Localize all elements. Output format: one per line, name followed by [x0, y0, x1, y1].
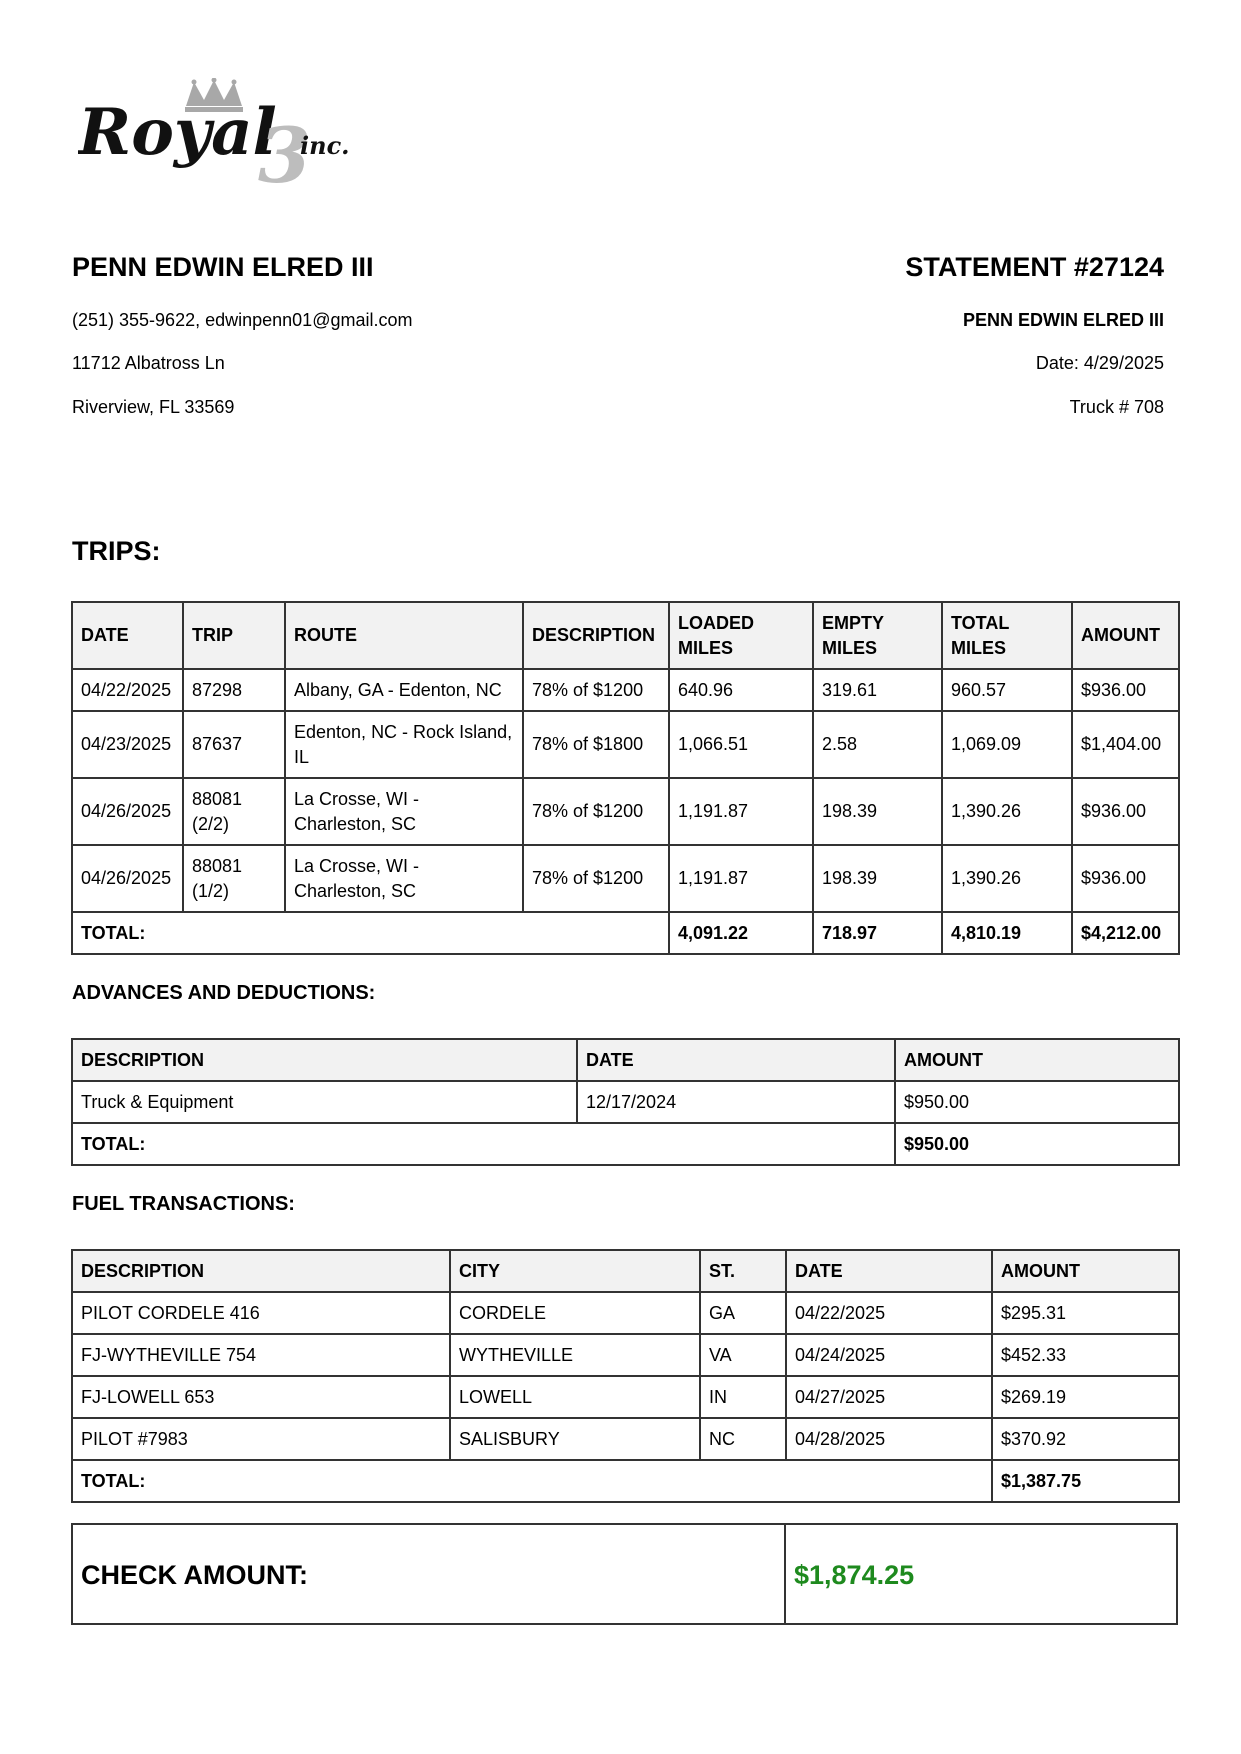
check-amount-box [71, 1523, 1178, 1625]
table-row [72, 1081, 1179, 1123]
cell: $452.33 [992, 1334, 1179, 1376]
cell: 1,069.09 [942, 711, 1072, 778]
column-header: DATE [72, 602, 183, 669]
cell: 198.39 [813, 845, 942, 912]
cell: 960.57 [942, 669, 1072, 711]
cell: 1,066.51 [669, 711, 813, 778]
cell: 04/26/2025 [72, 845, 183, 912]
total-row [72, 912, 1179, 954]
check-amount-value: $1,874.25 [794, 1560, 915, 1590]
table-row [72, 711, 1179, 778]
cell: $950.00 [895, 1081, 1179, 1123]
cell: Truck & Equipment [72, 1081, 577, 1123]
column-header: TOTAL MILES [942, 602, 1072, 669]
column-header: EMPTY MILES [813, 602, 942, 669]
statement-number: STATEMENT #27124 [905, 252, 1164, 282]
column-header: ROUTE [285, 602, 523, 669]
total-label: TOTAL: [72, 1460, 992, 1502]
cell: CORDELE [450, 1292, 700, 1334]
deductions-table [71, 1038, 1180, 1166]
total-label: TOTAL: [72, 912, 669, 954]
cell: LOWELL [450, 1376, 700, 1418]
cell: 04/28/2025 [786, 1418, 992, 1460]
cell: $936.00 [1072, 845, 1179, 912]
column-header: DESCRIPTION [72, 1039, 577, 1081]
table-row [72, 1334, 1179, 1376]
cell: 88081 (1/2) [183, 845, 285, 912]
table-row [72, 1376, 1179, 1418]
table-header-row [72, 1250, 1179, 1292]
truck-number: Truck # 708 [1069, 397, 1164, 417]
cell: La Crosse, WI - Charleston, SC [285, 778, 523, 845]
cell: GA [700, 1292, 786, 1334]
cell: 12/17/2024 [577, 1081, 895, 1123]
column-header: DATE [577, 1039, 895, 1081]
cell: $936.00 [1072, 669, 1179, 711]
total-label: TOTAL: [72, 1123, 895, 1165]
cell: 78% of $1200 [523, 669, 669, 711]
column-header: TRIP [183, 602, 285, 669]
table-row [72, 1292, 1179, 1334]
cell: 78% of $1200 [523, 778, 669, 845]
cell: Albany, GA - Edenton, NC [285, 669, 523, 711]
cell: 04/26/2025 [72, 778, 183, 845]
total-amount: $1,387.75 [992, 1460, 1179, 1502]
column-header: CITY [450, 1250, 700, 1292]
trips-title: TRIPS: [72, 536, 161, 566]
cell: 04/24/2025 [786, 1334, 992, 1376]
cell: 640.96 [669, 669, 813, 711]
table-row [72, 1418, 1179, 1460]
check-amount-label: CHECK AMOUNT: [81, 1560, 308, 1590]
cell: 1,390.26 [942, 845, 1072, 912]
total-amount: $950.00 [895, 1123, 1179, 1165]
cell: 1,390.26 [942, 778, 1072, 845]
cell: SALISBURY [450, 1418, 700, 1460]
cell: 1,191.87 [669, 845, 813, 912]
cell: NC [700, 1418, 786, 1460]
cell: PILOT CORDELE 416 [72, 1292, 450, 1334]
table-row [72, 845, 1179, 912]
cell: 78% of $1800 [523, 711, 669, 778]
column-header: DESCRIPTION [72, 1250, 450, 1292]
fuel-title: FUEL TRANSACTIONS: [72, 1193, 295, 1215]
cell: PILOT #7983 [72, 1418, 450, 1460]
driver-contact: (251) 355-9622, edwinpenn01@gmail.com [72, 310, 413, 330]
total-miles: 4,810.19 [942, 912, 1072, 954]
table-header-row [72, 1039, 1179, 1081]
cell: 04/23/2025 [72, 711, 183, 778]
column-header: AMOUNT [895, 1039, 1179, 1081]
column-header: AMOUNT [1072, 602, 1179, 669]
check-divider [784, 1525, 786, 1623]
statement-date: Date: 4/29/2025 [1035, 353, 1164, 373]
company-logo [78, 78, 388, 193]
cell: $370.92 [992, 1418, 1179, 1460]
cell: 04/22/2025 [786, 1292, 992, 1334]
cell: 88081 (2/2) [183, 778, 285, 845]
logo-number: 3 [258, 111, 311, 193]
logo-brand: Royal [78, 95, 277, 170]
statement-driver-name: PENN EDWIN ELRED III [962, 310, 1164, 330]
cell: Edenton, NC - Rock Island, IL [285, 711, 523, 778]
cell: 87298 [183, 669, 285, 711]
cell: 04/22/2025 [72, 669, 183, 711]
logo-suffix: inc. [300, 131, 350, 160]
fuel-table [71, 1249, 1180, 1503]
cell: 87637 [183, 711, 285, 778]
cell: $269.19 [992, 1376, 1179, 1418]
cell: FJ-LOWELL 653 [72, 1376, 450, 1418]
column-header: DESCRIPTION [523, 602, 669, 669]
table-row [72, 669, 1179, 711]
cell: WYTHEVILLE [450, 1334, 700, 1376]
cell: $1,404.00 [1072, 711, 1179, 778]
cell: 04/27/2025 [786, 1376, 992, 1418]
cell: 2.58 [813, 711, 942, 778]
total-row [72, 1460, 1179, 1502]
table-row [72, 778, 1179, 845]
cell: 1,191.87 [669, 778, 813, 845]
column-header: DATE [786, 1250, 992, 1292]
table-header-row [72, 602, 1179, 669]
cell: 198.39 [813, 778, 942, 845]
cell: La Crosse, WI - Charleston, SC [285, 845, 523, 912]
driver-address-line2: Riverview, FL 33569 [72, 397, 235, 417]
column-header: AMOUNT [992, 1250, 1179, 1292]
trips-table [71, 601, 1180, 955]
column-header: LOADED MILES [669, 602, 813, 669]
column-header: ST. [700, 1250, 786, 1292]
cell: VA [700, 1334, 786, 1376]
cell: IN [700, 1376, 786, 1418]
cell: 78% of $1200 [523, 845, 669, 912]
cell: 319.61 [813, 669, 942, 711]
cell: $295.31 [992, 1292, 1179, 1334]
total-loaded-miles: 4,091.22 [669, 912, 813, 954]
driver-address-line1: 11712 Albatross Ln [72, 353, 225, 373]
total-empty-miles: 718.97 [813, 912, 942, 954]
cell: FJ-WYTHEVILLE 754 [72, 1334, 450, 1376]
total-row [72, 1123, 1179, 1165]
total-amount: $4,212.00 [1072, 912, 1179, 954]
cell: $936.00 [1072, 778, 1179, 845]
driver-name: PENN EDWIN ELRED III [72, 252, 374, 282]
deductions-title: ADVANCES AND DEDUCTIONS: [72, 982, 376, 1004]
